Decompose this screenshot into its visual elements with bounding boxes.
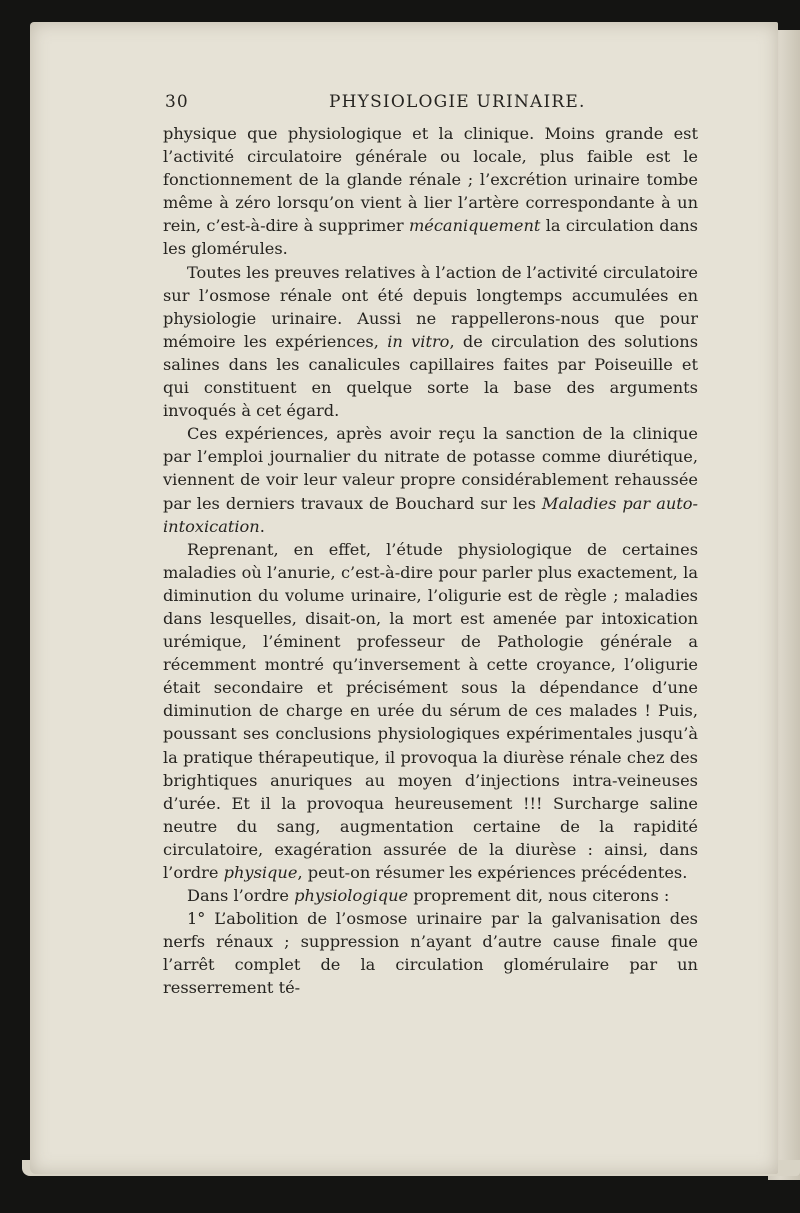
page-content bbox=[163, 92, 698, 1000]
paragraph-3: Ces expériences, après avoir reçu la sanction de la clinique par l’emploi journalier du nitrate de potasse comme diurétique, viennent de voir leur valeur propre considérablement rehaussée par les derniers travaux de Bouchard sur les Maladies par auto-intoxication. bbox=[163, 424, 698, 536]
paragraph-1: physique que physiologique et la clinique. Moins grande est l’activité circulatoire générale ou locale, plus faible est le fonctionnement de la glande rénale ; l’excrétion urinaire tombe même à zéro lorsqu’on vient à lier l’artère correspondante à un rein, c’est-à-dire à supprimer mécaniquement la circulation dans les glomérules. bbox=[163, 124, 698, 259]
running-head bbox=[163, 92, 698, 122]
running-head-title: PHYSIOLOGIE URINAIRE. bbox=[329, 92, 586, 112]
paragraph-5: Dans l’ordre physiologique proprement dit, nous citerons : bbox=[187, 886, 670, 906]
paragraph-6: 1° L’abolition de l’osmose urinaire par la galvanisation des nerfs rénaux ; suppression n’ayant d’autre cause finale que l’arrêt complet de la circulation glomérulaire par un resserrement té- bbox=[163, 909, 698, 998]
paragraph-2: Toutes les preuves relatives à l’action de l’activité circulatoire sur l’osmose rénale ont été depuis longtemps accumulées en physiologie urinaire. Aussi ne rappellerons-nous que pour mémoire les expériences, in vitro, de circulation des solutions salines dans les canalicules capillaires faites par Poiseuille et qui constituent en quelque sorte la base des arguments invoqués à cet égard. bbox=[163, 262, 698, 421]
paragraph-4: Reprenant, en effet, l’étude physiologique de certaines maladies où l’anurie, c’est-à-dire pour parler plus exactement, la diminution du volume urinaire, l’oligurie est de règle ; maladies dans lesquelles, disait-on, la mort est amenée par intoxication urémique, l’éminent professeur de Pathologie générale a récemment montré qu’inversement à cette croyance, l’oligurie était secondaire et précisément sous la dépendance d’une diminution de charge en urée du sérum de ces malades ! Puis, poussant ses conclusions physiologiques expérimentales jusqu’à la pratique thérapeutique, il provoqua la diurèse rénale chez des brightiques anuriques au moyen d’injections intra-veineuses d’urée. Et il la provoqua heureusement !!! Surcharge saline neutre du sang, augmentation certaine de la rapidité circulatoire, exagération assurée de la diurèse : ainsi, dans l’ordre physique, peut-on résumer les expériences précédentes. bbox=[163, 539, 698, 882]
page-number: 30 bbox=[165, 92, 189, 112]
body-text bbox=[163, 122, 698, 1000]
